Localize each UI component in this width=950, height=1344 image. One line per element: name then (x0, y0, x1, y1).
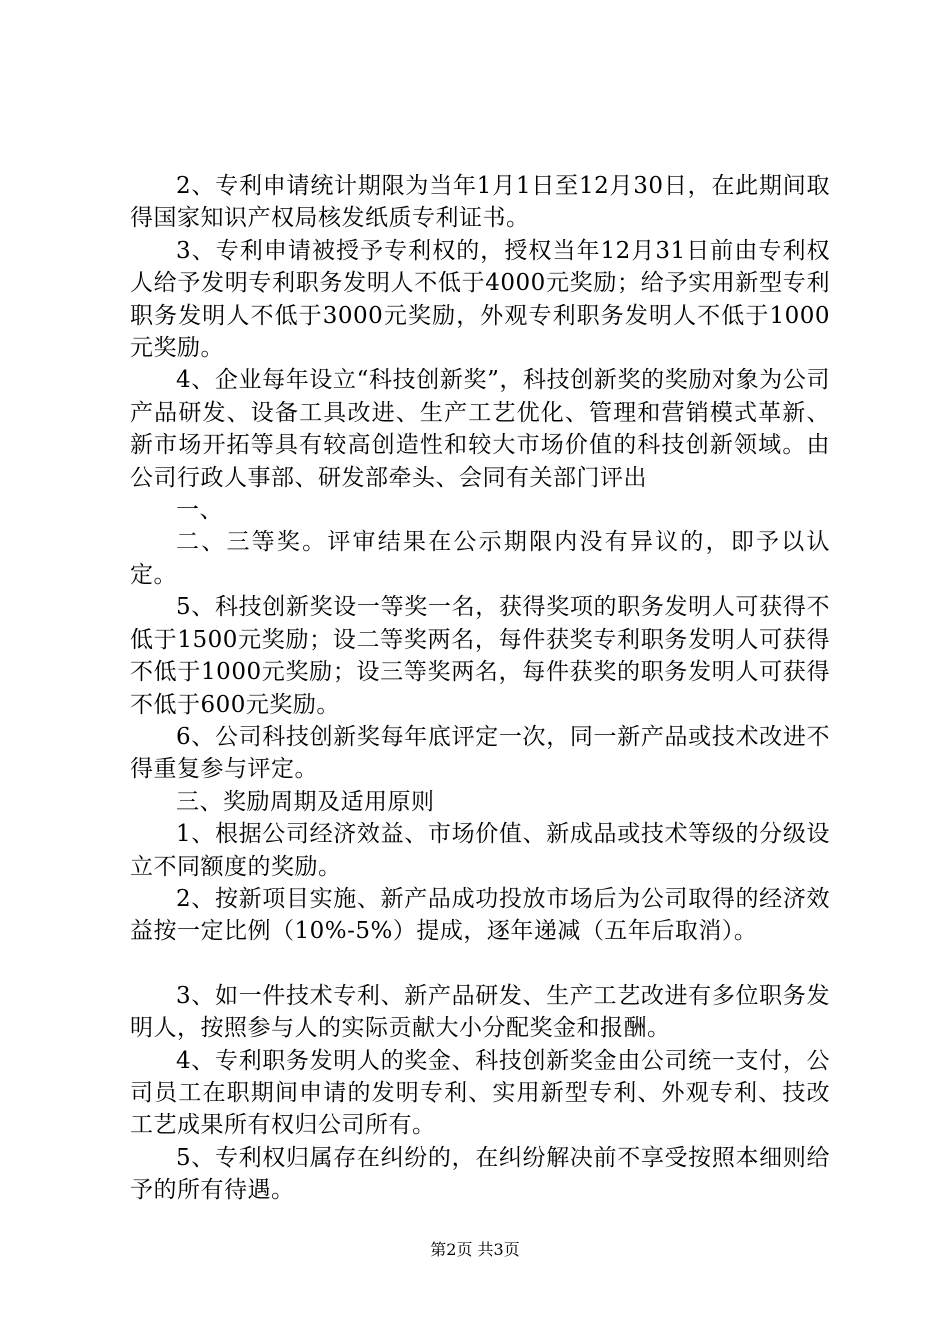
paragraph-company-ownership: 4、专利职务发明人的奖金、科技创新奖金由公司统一支付，公司员工在职期间申请的发明专利、实用新型专利、外观专利、技改工艺成果所有权归公司所有。 (130, 1047, 830, 1139)
paragraph-first-prize-fragment: 一、 (176, 497, 223, 524)
paragraph-annual-evaluation: 6、公司科技创新奖每年底评定一次，同一新产品或技术改进不得重复参与评定。 (130, 723, 830, 783)
section-heading-reward-cycle: 三、奖励周期及适用原则 (176, 788, 435, 815)
paragraph-profit-commission: 2、按新项目实施、新产品成功投放市场后为公司取得的经济效益按一定比例（10%-5%）提成，逐年递减（五年后取消）。 (130, 885, 830, 945)
page-number-footer: 第2页 共3页 (430, 1240, 520, 1259)
paragraph-second-third-prize: 二、三等奖。评审结果在公示期限内没有异议的，即予以认定。 (130, 529, 830, 588)
paragraph-innovation-award: 4、企业每年设立“科技创新奖”，科技创新奖的奖励对象为公司产品研发、设备工具改进、生产工艺优化、管理和营销模式革新、新市场开拓等具有较高创造性和较大市场价值的科技创新领域。由公司行政人事部、研发部牵头、会同有关部门评出 (130, 367, 830, 491)
document-body (130, 170, 830, 1207)
paragraph-award-amounts: 5、科技创新奖设一等奖一名，获得奖项的职务发明人可获得不低于1500元奖励；设二等奖两名，每件获奖专利职务发明人可获得不低于1000元奖励；设三等奖两名，每件获奖的职务发明人可获得不低于600元奖励。 (130, 594, 830, 718)
paragraph-ownership-dispute: 5、专利权归属存在纠纷的，在纠纷解决前不享受按照本细则给予的所有待遇。 (130, 1144, 830, 1204)
paragraph-patent-grant-reward: 3、专利申请被授予专利权的，授权当年12月31日前由专利权人给予发明专利职务发明人不低于4000元奖励；给予实用新型专利职务发明人不低于3000元奖励，外观专利职务发明人不低于1000元奖励。 (130, 237, 830, 362)
paragraph-multiple-inventors: 3、如一件技术专利、新产品研发、生产工艺改进有多位职务发明人，按照参与人的实际贡献大小分配奖金和报酬。 (130, 982, 830, 1042)
paragraph-patent-statistics-period: 2、专利申请统计期限为当年1月1日至12月30日，在此期间取得国家知识产权局核发纸质专利证书。 (130, 173, 830, 232)
paragraph-tiered-rewards: 1、根据公司经济效益、市场价值、新成品或技术等级的分级设立不同额度的奖励。 (130, 821, 830, 880)
